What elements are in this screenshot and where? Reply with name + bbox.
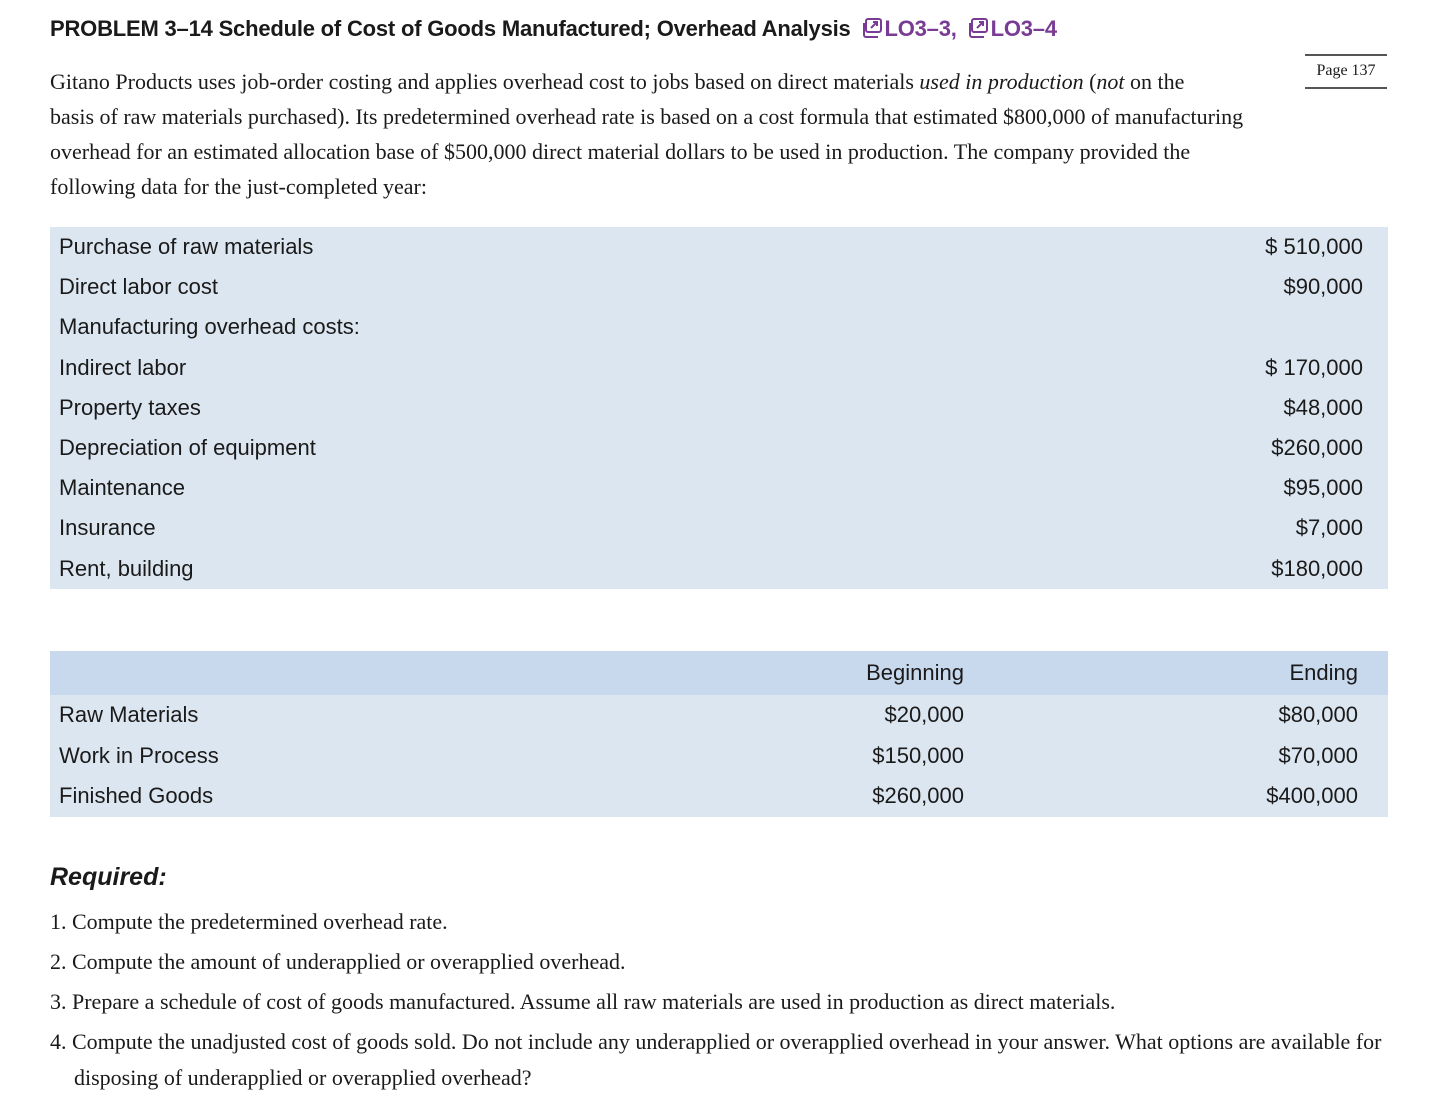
cost-label: Maintenance [59, 475, 185, 501]
ending-value: $80,000 [1278, 702, 1358, 728]
cost-amount: $ 510,000 [1265, 234, 1363, 260]
column-header-ending: Ending [1289, 660, 1358, 685]
cost-amount: $180,000 [1271, 555, 1363, 581]
table-row [50, 695, 1388, 736]
table-row [50, 267, 1388, 307]
external-link-icon[interactable] [861, 17, 883, 45]
intro-emphasis: used in production [919, 69, 1084, 94]
column-header [50, 651, 819, 695]
table-row [50, 508, 1388, 548]
column-header-beginning: Beginning [866, 660, 964, 685]
ending-value: $400,000 [1266, 783, 1358, 809]
intro-line: basis of raw materials purchased). Its predetermined overhead rate is based on a cost formula that estimated $800,000 of manufacturing [50, 104, 1244, 129]
cost-label: Insurance [59, 515, 156, 541]
cost-amount: $90,000 [1283, 274, 1363, 300]
cost-label: Direct labor cost [59, 274, 218, 300]
beginning-value: $260,000 [872, 783, 964, 809]
intro-text: on the [1124, 69, 1185, 94]
ending-value: $70,000 [1278, 742, 1358, 768]
table-header-row [50, 651, 1388, 695]
cost-data-table [50, 227, 1388, 589]
inventory-label: Work in Process [59, 742, 219, 768]
table-row [50, 549, 1388, 589]
intro-line [50, 64, 1375, 99]
table-row [50, 227, 1388, 267]
cost-label: Rent, building [59, 555, 194, 581]
beginning-value: $20,000 [884, 702, 964, 728]
table-row [50, 776, 1388, 817]
intro-paragraph [50, 64, 1375, 204]
list-item: 1. Compute the predetermined overhead rate. [50, 909, 448, 934]
cost-label: Property taxes [59, 394, 201, 420]
intro-line: following data for the just-completed year: [50, 174, 427, 199]
cost-label: Depreciation of equipment [59, 435, 316, 461]
cost-amount: $260,000 [1271, 435, 1363, 461]
problem-title [50, 16, 1057, 45]
table-row [50, 388, 1388, 428]
table-row [50, 736, 1388, 777]
intro-line: overhead for an estimated allocation base of $500,000 direct material dollars to be used in production. The company provided the [50, 139, 1191, 164]
requirements-list [50, 904, 1390, 1100]
table-row [50, 307, 1388, 347]
lo-link-3-3[interactable]: LO3–3, [884, 16, 957, 41]
cost-label: Indirect labor [59, 354, 187, 380]
cost-amount: $ 170,000 [1265, 354, 1363, 380]
inventory-label: Raw Materials [59, 702, 199, 728]
list-item: 4. Compute the unadjusted cost of goods sold. Do not include any underapplied or overapplied overhead in your answer. What options are available for disposing of underapplied or overapplied overhead? [50, 1029, 1382, 1090]
cost-amount: $48,000 [1283, 394, 1363, 420]
inventory-label: Finished Goods [59, 783, 214, 809]
list-item: 2. Compute the amount of underapplied or overapplied overhead. [50, 949, 626, 974]
page-marker: Page 137 [1305, 54, 1387, 89]
required-heading: Required: [50, 863, 167, 891]
inventory-table [50, 651, 1388, 817]
table-row [50, 428, 1388, 468]
problem-title-text: PROBLEM 3–14 Schedule of Cost of Goods Manufactured; Overhead Analysis [50, 16, 851, 41]
table-row [50, 468, 1388, 508]
intro-text: Gitano Products uses job-order costing and applies overhead cost to jobs based on direct materials [50, 69, 920, 94]
lo-link-3-4[interactable]: LO3–4 [990, 16, 1057, 41]
cost-amount: $7,000 [1295, 515, 1363, 541]
cost-amount: $95,000 [1283, 475, 1363, 501]
table-row [50, 348, 1388, 388]
list-item: 3. Prepare a schedule of cost of goods manufactured. Assume all raw materials are used in production as direct materials. [50, 989, 1116, 1014]
cost-label: Purchase of raw materials [59, 234, 314, 260]
cost-amount [1010, 307, 1388, 347]
intro-emphasis: not [1096, 69, 1125, 94]
external-link-icon[interactable] [967, 17, 989, 45]
intro-text: ( [1083, 69, 1097, 94]
cost-label: Manufacturing overhead costs: [59, 314, 360, 340]
beginning-value: $150,000 [872, 742, 964, 768]
